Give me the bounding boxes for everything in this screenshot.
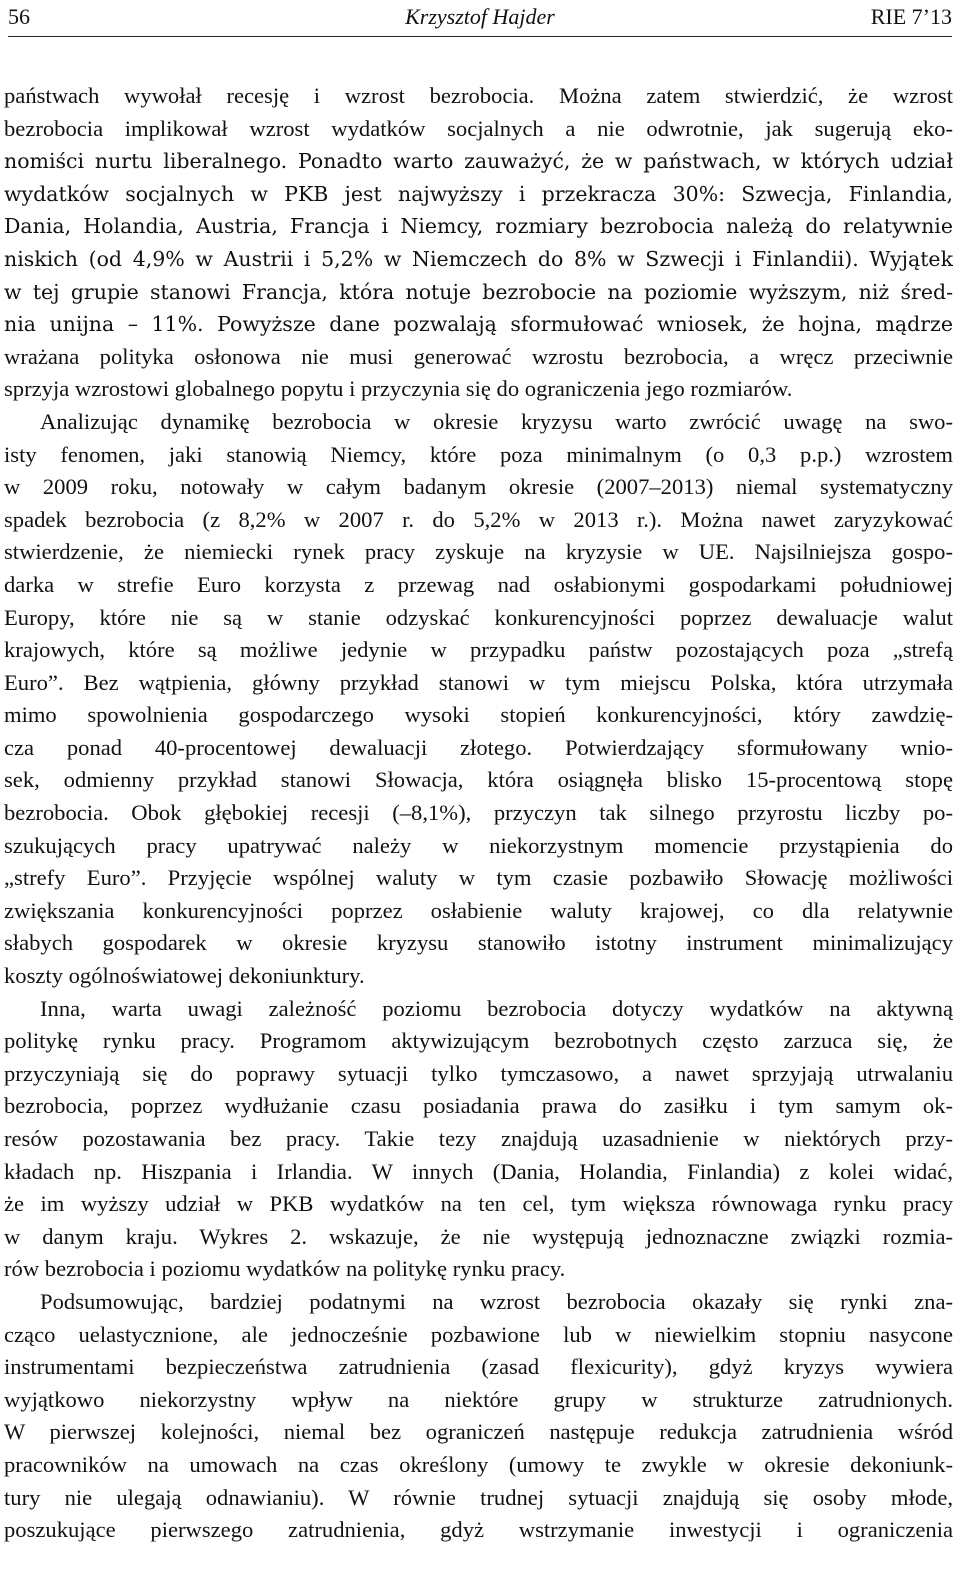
- text-line: tury nie ulegają odnawianiu). W równie trudnej sytuacji znajdują się osoby młode,: [4, 1484, 953, 1510]
- text-line: nomiści nurtu liberalnego. Ponadto warto zauważyć, że w państwach, w których udział: [4, 149, 953, 174]
- text-line: „strefy Euro”. Przyjęcie wspólnej waluty w tym czasie pozbawiło Słowację możliwości: [4, 865, 953, 891]
- text-line: politykę rynku pracy. Programom aktywizującym bezrobotnych często zarzuca się, że: [4, 1028, 953, 1054]
- text-line: Analizując dynamikę bezrobocia w okresie kryzysu warto zwrócić uwagę na swo-: [40, 408, 953, 434]
- text-line: szukujących pracy upatrywać należy w niekorzystnym momencie przystąpienia do: [4, 832, 953, 858]
- text-line: W pierwszej kolejności, niemal bez ograniczeń następuje redukcja zatrudnienia wśród: [4, 1419, 953, 1445]
- text-line: że im wyższy udział w PKB wydatków na ten cel, tym większa równowaga rynku pracy: [4, 1191, 953, 1217]
- text-line: koszty ogólnoświatowej dekoniunktury.: [4, 963, 365, 989]
- text-line: rów bezrobocia i poziomu wydatków na politykę rynku pracy.: [4, 1256, 566, 1282]
- text-line: w danym kraju. Wykres 2. wskazuje, że nie występują jednoznaczne związki rozmia-: [4, 1223, 953, 1249]
- text-line: Dania, Holandia, Austria, Francja i Niemcy, rozmiary bezrobocia należą do relatywnie: [4, 214, 953, 239]
- text-line: wrażana polityka osłonowa nie musi generować wzrostu bezrobocia, a wręcz przeciwnie: [4, 343, 953, 369]
- text-line: isty fenomen, jaki stanowią Niemcy, które poza minimalnym (o 0,3 p.p.) wzrostem: [4, 441, 953, 467]
- text-line: krajowych, które są możliwe jedynie w przypadku państw pozostających poza „strefą: [4, 637, 953, 663]
- text-line: wyjątkowo niekorzystny wpływ na niektóre grupy w strukturze zatrudnionych.: [4, 1386, 953, 1412]
- text-line: sek, odmienny przykład stanowi Słowacja, która osiągnęła blisko 15-procentową stopę: [4, 767, 953, 793]
- text-line: bezrobocia, poprzez wydłużanie czasu posiadania prawa do zasiłku i tym samym ok-: [4, 1093, 953, 1119]
- text-line: zwiększania konkurencyjności poprzez osłabienie waluty krajowej, co dla relatywnie: [4, 897, 953, 923]
- text-line: Euro”. Bez wątpienia, główny przykład stanowi w tym miejscu Polska, która utrzymała: [4, 669, 953, 695]
- text-line: cząco uelastycznione, ale jednocześnie pozbawione lub w niewielkim stopniu nasycone: [4, 1321, 953, 1347]
- text-line: instrumentami bezpieczeństwa zatrudnienia (zasad flexicurity), gdyż kryzys wywiera: [4, 1354, 953, 1380]
- page-number: 56: [8, 4, 30, 29]
- text-line: poszukujące pierwszego zatrudnienia, gdyż wstrzymanie inwestycji i ograniczenia: [4, 1517, 953, 1543]
- text-line: przyczyniają się do poprawy sytuacji tylko tymczasowo, a nawet sprzyjają utrwalaniu: [4, 1060, 953, 1086]
- text-line: kładach np. Hiszpania i Irlandia. W innych (Dania, Holandia, Finlandia) z kolei widać,: [4, 1158, 953, 1184]
- text-line: Europy, które nie są w stanie odzyskać konkurencyjności poprzez dewaluacje walut: [4, 604, 953, 630]
- text-line: Inna, warta uwagi zależność poziomu bezrobocia dotyczy wydatków na aktywną: [40, 995, 953, 1021]
- text-line: sprzyja wzrostowi globalnego popytu i przyczynia się do ograniczenia jego rozmiarów.: [4, 376, 793, 402]
- text-line: resów pozostawania bez pracy. Takie tezy znajdują uzasadnienie w niektórych przy-: [4, 1126, 953, 1151]
- text-line: Podsumowując, bardziej podatnymi na wzrost bezrobocia okazały się rynki zna-: [40, 1288, 953, 1314]
- text-line: w tej grupie stanowi Francja, która notuje bezrobocie na poziomie wyższym, niż śred-: [4, 279, 953, 304]
- text-line: mimo spowolnienia gospodarczego wysoki stopień konkurencyjności, który zawdzię-: [4, 702, 953, 728]
- text-line: darka w strefie Euro korzysta z przewag nad osłabionymi gospodarkami południowej: [4, 571, 953, 597]
- journal-issue: RIE 7’13: [870, 4, 952, 29]
- text-line: wydatków socjalnych w PKB jest najwyższy i przekracza 30%: Szwecja, Finlandia,: [4, 181, 953, 206]
- text-line: bezrobocia. Obok głębokiej recesji (–8,1%), przyczyn tak silnego przyrostu liczby po-: [4, 800, 953, 826]
- text-line: bezrobocia implikował wzrost wydatków socjalnych a nie odwrotnie, jak sugerują eko-: [4, 115, 953, 141]
- text-line: nia unijna – 11%. Powyższe dane pozwalają sformułować wniosek, że hojna, mądrze: [4, 312, 953, 337]
- text-line: słabych gospodarek w okresie kryzysu stanowiło istotny instrument minimalizujący: [4, 930, 953, 956]
- running-header: [8, 0, 952, 37]
- text-line: spadek bezrobocia (z 8,2% w 2007 r. do 5,2% w 2013 r.). Można nawet zaryzykować: [4, 506, 953, 532]
- text-line: państwach wywołał recesję i wzrost bezrobocia. Można zatem stwierdzić, że wzrost: [4, 83, 953, 108]
- text-line: stwierdzenie, że niemiecki rynek pracy zyskuje na kryzysie w UE. Najsilniejsza gospo-: [4, 539, 953, 565]
- running-author: Krzysztof Hajder: [405, 4, 555, 29]
- text-line: niskich (od 4,9% w Austrii i 5,2% w Niemczech do 8% w Szwecji i Finlandii). Wyjątek: [4, 246, 953, 271]
- text-line: w 2009 roku, notowały w całym badanym okresie (2007–2013) niemal systematyczny: [4, 474, 953, 500]
- article-body: [4, 80, 953, 1547]
- text-line: pracowników na umowach na czas określony (umowy te zwykle w okresie dekoniunk-: [4, 1451, 953, 1477]
- text-line: cza ponad 40-procentowej dewaluacji złotego. Potwierdzający sformułowany wnio-: [4, 734, 953, 760]
